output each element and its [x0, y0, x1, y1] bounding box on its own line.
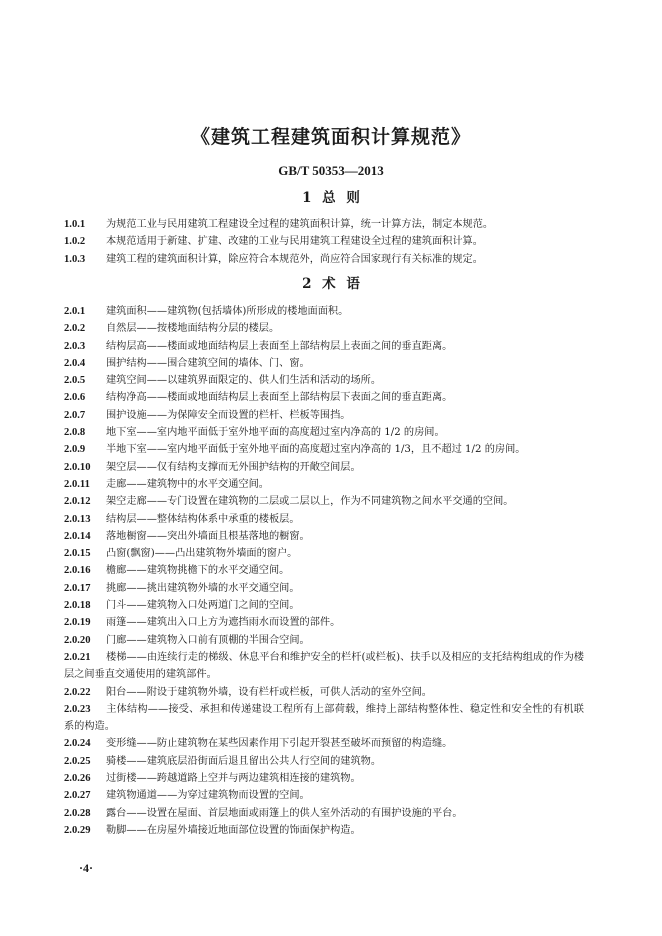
clause-number: 2.0.17: [64, 582, 91, 594]
clause: [64, 320, 584, 337]
clause-number: 2.0.2: [64, 323, 86, 335]
clause-text: 本规范适用于新建、扩建、改建的工业与民用建筑工程建设全过程的建筑面积计算。: [106, 236, 483, 248]
clause-number: 2.0.24: [64, 738, 91, 750]
clause-text: 为规范工业与民用建筑工程建设全过程的建筑面积计算，统一计算方法，制定本规范。: [106, 219, 494, 230]
clause: [64, 389, 584, 406]
clause-number: 2.0.23: [64, 703, 91, 715]
chapter-1-clauses: [0, 216, 662, 268]
clause: [64, 493, 584, 510]
clause: [64, 614, 584, 631]
clause: [64, 233, 584, 250]
clause-text: 围护结构——围合建筑空间的墙体、门、窗。: [106, 357, 310, 369]
clause-number: 2.0.29: [64, 824, 91, 836]
clause-number: 2.0.20: [64, 634, 91, 646]
clause-number: 2.0.3: [64, 340, 86, 352]
clause: [64, 511, 584, 528]
clause-number: 2.0.11: [64, 478, 90, 490]
clause-text: 架空走廊——专门设置在建筑物的二层或二层以上，作为不同建筑物之间水平交通的空间。: [106, 496, 514, 508]
clause-text: 凸窗(飘窗)——凸出建筑物外墙面的窗户。: [106, 548, 298, 560]
clause-text: 结构层——整体结构体系中承重的楼板层。: [106, 513, 300, 525]
clause-number: 2.0.16: [64, 565, 91, 577]
clause-text: 架空层——仅有结构支撑而无外围护结构的开敞空间层。: [106, 461, 361, 473]
clause: [64, 528, 584, 545]
clause: [64, 753, 584, 770]
chapter-heading-general: 1 总 则: [302, 190, 360, 206]
clause-number: 2.0.1: [64, 306, 86, 317]
clause-number: 2.0.9: [64, 444, 86, 456]
clause-number: 2.0.19: [64, 617, 91, 629]
clause-text: 变形缝——防止建筑物在某些因素作用下引起开裂甚至破坏而预留的构造缝。: [106, 738, 453, 750]
clause: [64, 338, 584, 355]
clause: [64, 459, 584, 476]
clause-text: 落地橱窗——突出外墙面且根基落地的橱窗。: [106, 530, 310, 542]
clause-number: 2.0.22: [64, 686, 91, 698]
clause-number: 2.0.26: [64, 773, 91, 785]
clause: [64, 649, 584, 684]
chapter-heading-terms: 2 术 语: [302, 276, 360, 292]
clause-text: 建筑工程的建筑面积计算，除应符合本规范外，尚应符合国家现行有关标准的规定。: [106, 253, 483, 265]
clause-number: 1.0.3: [64, 253, 86, 265]
clause-text: 勒脚——在房屋外墙接近地面部位设置的饰面保护构造。: [106, 824, 361, 836]
clause-text: 檐廊——建筑物挑檐下的水平交通空间。: [106, 565, 290, 577]
clause-number: 2.0.4: [64, 357, 86, 369]
clause-text: 围护设施——为保障安全而设置的栏杆、栏板等围挡。: [106, 409, 351, 421]
clause-number: 2.0.6: [64, 392, 86, 404]
clause-text: 阳台——附设于建筑物外墙，设有栏杆或栏板，可供人活动的室外空间。: [106, 686, 432, 698]
clause-number: 1.0.1: [64, 219, 86, 230]
clause: [64, 303, 584, 320]
clause-number: 2.0.14: [64, 530, 91, 542]
clause: [64, 424, 584, 441]
clause-number: 2.0.27: [64, 790, 91, 802]
clause-number: 2.0.28: [64, 807, 91, 819]
clause-text: 走廊——建筑物中的水平交通空间。: [106, 478, 269, 490]
clause-text: 建筑空间——以建筑界面限定的、供人们生活和活动的场所。: [106, 375, 382, 387]
clause: [64, 822, 584, 839]
clause-number: 1.0.2: [64, 236, 86, 248]
clause-text: 挑廊——挑出建筑物外墙的水平交通空间。: [106, 582, 300, 594]
clause-text: 建筑面积——建筑物(包括墙体)所形成的楼地面面积。: [106, 306, 349, 317]
clause-text: 结构层高——楼面或地面结构层上表面至上部结构层上表面之间的垂直距离。: [106, 340, 453, 352]
clause-number: 2.0.7: [64, 409, 86, 421]
clause-text: 主体结构——接受、承担和传递建设工程所有上部荷载，维持上部结构整体性、稳定性和安全性的有机联系的构造。: [64, 703, 584, 733]
clause: [64, 597, 584, 614]
clause-number: 2.0.5: [64, 375, 86, 387]
clause-number: 2.0.25: [64, 755, 91, 767]
clause: [64, 805, 584, 822]
clause: [64, 770, 584, 787]
clause: [64, 735, 584, 752]
clause-number: 2.0.12: [64, 496, 91, 508]
clause-text: 楼梯——由连续行走的梯级、休息平台和维护安全的栏杆(或栏板)、扶手以及相应的支托结构组成的作为楼层之间垂直交通使用的建筑部件。: [64, 651, 584, 681]
clause-number: 2.0.13: [64, 513, 91, 525]
clause: [64, 476, 584, 493]
clause-text: 过街楼——跨越道路上空并与两边建筑相连接的建筑物。: [106, 773, 361, 785]
clause: [64, 251, 584, 268]
clause-text: 骑楼——建筑底层沿街面后退且留出公共人行空间的建筑物。: [106, 755, 382, 767]
clause: [64, 545, 584, 562]
document-title: 《建筑工程建筑面积计算规范》: [190, 126, 471, 148]
clause: [64, 684, 584, 701]
clause: [64, 407, 584, 424]
clause-number: 2.0.18: [64, 600, 91, 612]
chapter-2-clauses: [0, 303, 662, 839]
clause-text: 自然层——按楼地面结构分层的楼层。: [106, 323, 280, 335]
clause-number: 2.0.21: [64, 651, 91, 663]
clause-text: 结构净高——楼面或地面结构层上表面至上部结构层下表面之间的垂直距离。: [106, 392, 453, 404]
standard-code: GB/T 50353—2013: [278, 163, 384, 178]
clause: [64, 787, 584, 804]
clause-text: 门廊——建筑物入口前有顶棚的半围合空间。: [106, 634, 310, 646]
clause: [64, 701, 584, 736]
clause-text: 雨篷——建筑出入口上方为遮挡雨水而设置的部件。: [106, 617, 341, 629]
clause-number: 2.0.15: [64, 548, 91, 560]
clause-text: 半地下室——室内地平面低于室外地平面的高度超过室内净高的 1/3，且不超过 1/2 的房间。: [106, 444, 526, 456]
clause-number: 2.0.10: [64, 461, 91, 473]
clause: [64, 441, 584, 458]
clause: [64, 355, 584, 372]
clause-text: 地下室——室内地平面低于室外地平面的高度超过室内净高的 1/2 的房间。: [106, 427, 445, 439]
clause: [64, 372, 584, 389]
page-number: ·4·: [79, 861, 94, 875]
clause: [64, 216, 584, 233]
clause: [64, 580, 584, 597]
clause: [64, 562, 584, 579]
clause-text: 建筑物通道——为穿过建筑物而设置的空间。: [106, 790, 310, 802]
clause-text: 露台——设置在屋面、首层地面或雨篷上的供人室外活动的有围护设施的平台。: [106, 807, 463, 819]
clause-number: 2.0.8: [64, 427, 86, 439]
clause-text: 门斗——建筑物入口处两道门之间的空间。: [106, 600, 300, 612]
clause: [64, 632, 584, 649]
